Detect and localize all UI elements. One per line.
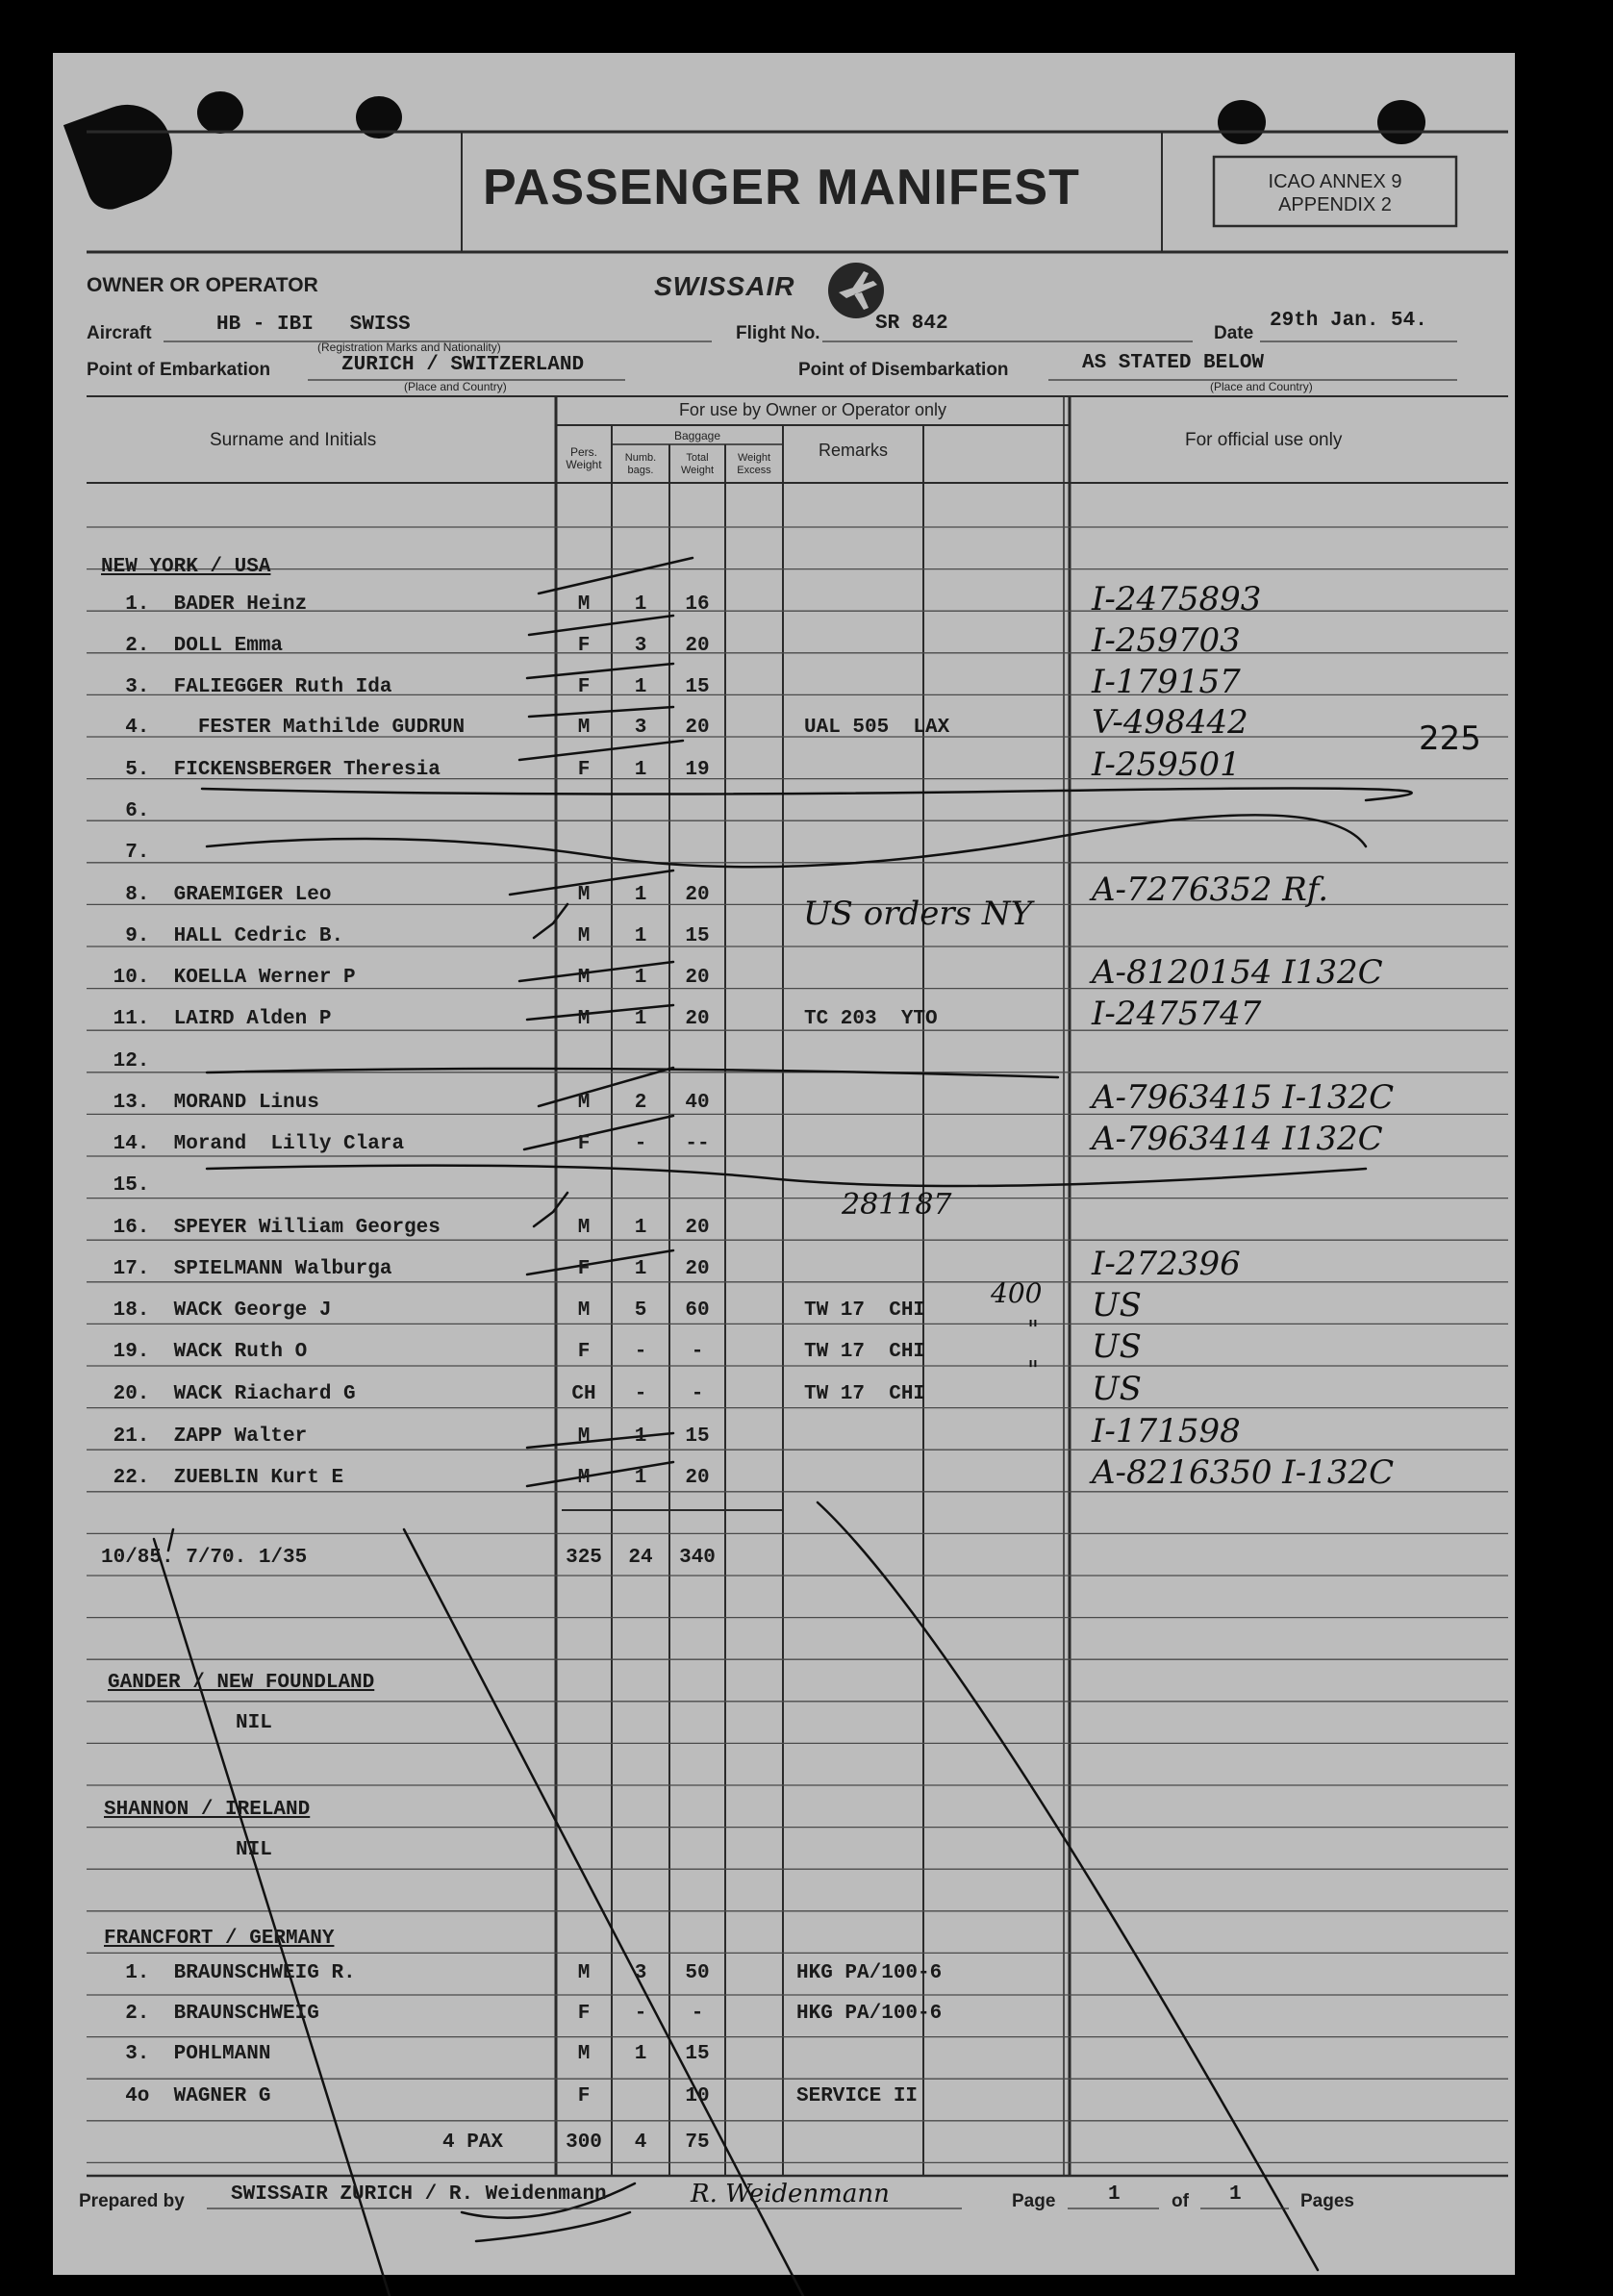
- page-number: 1: [1108, 2183, 1121, 2206]
- pers-weight-cell: M: [577, 1426, 591, 1448]
- frankfurt-passenger-name: 2. BRAUNSCHWEIG: [101, 2003, 319, 2025]
- frankfurt-total-label: 4 PAX: [442, 2132, 504, 2154]
- official-entry: I-2475893: [1092, 580, 1262, 618]
- note-281187: 281187: [842, 1188, 952, 1222]
- ny-total-pw: 325: [566, 1547, 602, 1569]
- numb-bags-cell: 1: [634, 1008, 647, 1030]
- frankfurt-remarks: HKG PA/100-6: [796, 1962, 943, 1984]
- pers-weight-cell: CH: [571, 1383, 596, 1405]
- passenger-name: 5. FICKENSBERGER Theresia: [101, 759, 441, 781]
- official-entry: A-8120154 I132C: [1092, 953, 1383, 992]
- numb-bags-cell: -: [634, 1383, 647, 1405]
- disembark-label: Point of Disembarkation: [798, 360, 1009, 380]
- pers-weight-cell: M: [577, 884, 591, 906]
- note-400: 400: [991, 1277, 1043, 1309]
- frankfurt-pers-weight: F: [577, 2003, 591, 2025]
- passenger-name: 12.: [101, 1050, 150, 1072]
- total-weight-cell: 20: [685, 1008, 710, 1030]
- owner-label: OWNER OR OPERATOR: [87, 274, 318, 296]
- pers-weight-cell: F: [577, 1258, 591, 1280]
- frankfurt-place: FRANCFORT / GERMANY: [104, 1928, 335, 1950]
- numb-bags-cell: 5: [634, 1299, 647, 1322]
- official-entry: US: [1092, 1327, 1142, 1366]
- margin-note-225: 225: [1419, 719, 1481, 758]
- remarks-cell: TW 17 CHI: [804, 1341, 926, 1363]
- signature: R. Weidenmann: [691, 2180, 890, 2208]
- official-entry: I-2475747: [1092, 995, 1262, 1033]
- passenger-name: 13. MORAND Linus: [101, 1092, 319, 1114]
- date-label: Date: [1214, 323, 1254, 343]
- passenger-name: 21. ZAPP Walter: [101, 1426, 308, 1448]
- total-weight-cell: 60: [685, 1299, 710, 1322]
- col-surname: Surname and Initials: [210, 430, 377, 450]
- total-weight-cell: 20: [685, 1217, 710, 1239]
- pers-weight-cell: M: [577, 1299, 591, 1322]
- passenger-name: 7.: [101, 842, 150, 864]
- pers-weight-cell: M: [577, 1092, 591, 1114]
- pers-weight-cell: M: [577, 717, 591, 739]
- numb-bags-cell: 1: [634, 967, 647, 989]
- frankfurt-pers-weight: M: [577, 2043, 591, 2065]
- frankfurt-numb-bags: -: [634, 2003, 647, 2025]
- frankfurt-total-weight: -: [691, 2003, 704, 2025]
- frankfurt-numb-bags: 1: [634, 2043, 647, 2065]
- total-weight-cell: -: [691, 1383, 704, 1405]
- numb-bags-cell: 1: [634, 884, 647, 906]
- numb-bags-cell: 1: [634, 676, 647, 698]
- ny-total-tw: 340: [679, 1547, 716, 1569]
- passenger-name: 16. SPEYER William Georges: [101, 1217, 441, 1239]
- numb-bags-cell: 2: [634, 1092, 647, 1114]
- pers-weight-cell: M: [577, 1217, 591, 1239]
- passenger-name: 2. DOLL Emma: [101, 635, 284, 657]
- passenger-name: 18. WACK George J: [101, 1299, 332, 1322]
- col-remarks: Remarks: [818, 441, 888, 460]
- pers-weight-cell: F: [577, 635, 591, 657]
- official-entry: V-498442: [1092, 703, 1248, 742]
- form-title: PASSENGER MANIFEST: [483, 160, 1080, 215]
- frankfurt-total-nb: 4: [634, 2132, 647, 2154]
- numb-bags-cell: -: [634, 1341, 647, 1363]
- remarks-cell: TC 203 YTO: [804, 1008, 938, 1030]
- disembark-value: AS STATED BELOW: [1082, 352, 1265, 374]
- col-weight-excess: Weight Excess: [737, 452, 771, 476]
- frankfurt-total-weight: 15: [685, 2043, 710, 2065]
- frankfurt-remarks: SERVICE II: [796, 2085, 919, 2107]
- frankfurt-numb-bags: 3: [634, 1962, 647, 1984]
- passenger-name: 14. Morand Lilly Clara: [101, 1133, 405, 1155]
- official-entry: A-8216350 I-132C: [1092, 1453, 1395, 1492]
- official-entry: US: [1092, 1370, 1142, 1408]
- total-weight-cell: 20: [685, 717, 710, 739]
- frankfurt-pers-weight: F: [577, 2085, 591, 2107]
- frankfurt-passenger-name: 4o WAGNER G: [101, 2085, 271, 2107]
- total-weight-cell: 16: [685, 593, 710, 616]
- col-official: For official use only: [1185, 430, 1343, 450]
- total-weight-cell: 20: [685, 1258, 710, 1280]
- pers-weight-cell: M: [577, 1467, 591, 1489]
- pers-weight-cell: M: [577, 967, 591, 989]
- gander-place: GANDER / NEW FOUNDLAND: [108, 1672, 375, 1694]
- total-weight-cell: 15: [685, 1426, 710, 1448]
- frankfurt-passenger-name: 1. BRAUNSCHWEIG R.: [101, 1962, 356, 1984]
- frankfurt-pers-weight: M: [577, 1962, 591, 1984]
- official-entry: I-259703: [1092, 621, 1241, 660]
- official-entry: A-7963415 I-132C: [1092, 1078, 1395, 1117]
- flight-value: SR 842: [875, 313, 948, 335]
- numb-bags-cell: 1: [634, 1467, 647, 1489]
- icao-line-2: APPENDIX 2: [1278, 194, 1392, 215]
- remarks-cell: UAL 505 LAX: [804, 717, 950, 739]
- official-entry: A-7276352 Rf.: [1092, 870, 1329, 909]
- total-weight-cell: 15: [685, 676, 710, 698]
- aircraft-label: Aircraft: [87, 323, 152, 343]
- official-entry: I-259501: [1092, 745, 1241, 784]
- total-weight-cell: 20: [685, 967, 710, 989]
- col-pers-weight: Pers. Weight: [566, 445, 602, 471]
- official-entry: I-179157: [1092, 663, 1241, 701]
- ny-total-nb: 24: [628, 1547, 653, 1569]
- note-us-orders: US orders NY: [803, 895, 1033, 933]
- icao-line-1: ICAO ANNEX 9: [1268, 171, 1402, 192]
- ditto-mark-1: ": [1027, 1316, 1039, 1345]
- numb-bags-cell: 3: [634, 717, 647, 739]
- numb-bags-cell: 3: [634, 635, 647, 657]
- passenger-name: 4. FESTER Mathilde GUDRUN: [101, 717, 466, 739]
- page-label: Page: [1012, 2191, 1056, 2211]
- frankfurt-total-pw: 300: [566, 2132, 602, 2154]
- date-value: 29th Jan. 54.: [1270, 310, 1427, 332]
- frankfurt-total-weight: 10: [685, 2085, 710, 2107]
- total-weight-cell: --: [685, 1133, 710, 1155]
- pers-weight-cell: F: [577, 1133, 591, 1155]
- registration-note: (Registration Marks and Nationality): [317, 341, 501, 354]
- prepared-label: Prepared by: [79, 2191, 185, 2211]
- passenger-name: 20. WACK Riachard G: [101, 1383, 356, 1405]
- official-entry: US: [1092, 1286, 1142, 1325]
- place-note-1: (Place and Country): [404, 380, 507, 393]
- passenger-name: 11. LAIRD Alden P: [101, 1008, 332, 1030]
- pers-weight-cell: M: [577, 925, 591, 947]
- pers-weight-cell: F: [577, 676, 591, 698]
- frankfurt-remarks: HKG PA/100-6: [796, 2003, 943, 2025]
- passenger-name: NEW YORK / USA: [101, 556, 271, 578]
- official-entry: I-272396: [1092, 1245, 1241, 1283]
- numb-bags-cell: 1: [634, 593, 647, 616]
- col-baggage: Baggage: [673, 429, 721, 442]
- ny-totals-label: 10/85. 7/70. 1/35: [101, 1547, 308, 1569]
- total-weight-cell: 20: [685, 884, 710, 906]
- pages-label: Pages: [1300, 2191, 1354, 2211]
- passenger-name: 22. ZUEBLIN Kurt E: [101, 1467, 344, 1489]
- numb-bags-cell: -: [634, 1133, 647, 1155]
- flight-label: Flight No.: [736, 323, 820, 343]
- passenger-name: 19. WACK Ruth O: [101, 1341, 308, 1363]
- airline-logo-text: SWISSAIR: [654, 271, 795, 301]
- col-owner-use: For use by Owner or Operator only: [678, 400, 947, 419]
- col-numb-bags: Numb. bags.: [624, 452, 657, 476]
- embark-label: Point of Embarkation: [87, 360, 271, 380]
- total-weight-cell: 15: [685, 925, 710, 947]
- frankfurt-total-tw: 75: [685, 2132, 710, 2154]
- remarks-cell: TW 17 CHI: [804, 1299, 926, 1322]
- passenger-name: 15.: [101, 1174, 150, 1197]
- total-weight-cell: -: [691, 1341, 704, 1363]
- numb-bags-cell: 1: [634, 759, 647, 781]
- ditto-mark-2: ": [1027, 1356, 1039, 1385]
- passenger-name: 3. FALIEGGER Ruth Ida: [101, 676, 392, 698]
- shannon-value: NIL: [236, 1839, 272, 1861]
- official-entry: I-171598: [1092, 1412, 1241, 1451]
- pers-weight-cell: M: [577, 1008, 591, 1030]
- numb-bags-cell: 1: [634, 1426, 647, 1448]
- passenger-name: 17. SPIELMANN Walburga: [101, 1258, 392, 1280]
- passenger-name: 8. GRAEMIGER Leo: [101, 884, 332, 906]
- of-number: 1: [1229, 2183, 1242, 2206]
- gander-value: NIL: [236, 1712, 272, 1734]
- numb-bags-cell: 1: [634, 1258, 647, 1280]
- total-weight-cell: 20: [685, 635, 710, 657]
- shannon-place: SHANNON / IRELAND: [104, 1799, 311, 1821]
- total-weight-cell: 40: [685, 1092, 710, 1114]
- pers-weight-cell: F: [577, 1341, 591, 1363]
- col-total-weight: Total Weight: [680, 452, 715, 476]
- pers-weight-cell: M: [577, 593, 591, 616]
- aircraft-value: HB - IBI SWISS: [216, 314, 411, 336]
- passenger-name: 1. BADER Heinz: [101, 593, 308, 616]
- passenger-name: 6.: [101, 800, 150, 822]
- passenger-name: 9. HALL Cedric B.: [101, 925, 344, 947]
- remarks-cell: TW 17 CHI: [804, 1383, 926, 1405]
- place-note-2: (Place and Country): [1210, 380, 1313, 393]
- official-entry: A-7963414 I132C: [1092, 1120, 1383, 1158]
- embark-value: ZURICH / SWITZERLAND: [341, 354, 585, 376]
- frankfurt-total-weight: 50: [685, 1962, 710, 1984]
- numb-bags-cell: 1: [634, 1217, 647, 1239]
- pers-weight-cell: F: [577, 759, 591, 781]
- total-weight-cell: 20: [685, 1467, 710, 1489]
- prepared-value: SWISSAIR ZURICH / R. Weidenmann: [231, 2183, 607, 2206]
- total-weight-cell: 19: [685, 759, 710, 781]
- of-label: of: [1172, 2191, 1189, 2211]
- numb-bags-cell: 1: [634, 925, 647, 947]
- frankfurt-passenger-name: 3. POHLMANN: [101, 2043, 271, 2065]
- passenger-name: 10. KOELLA Werner P: [101, 967, 356, 989]
